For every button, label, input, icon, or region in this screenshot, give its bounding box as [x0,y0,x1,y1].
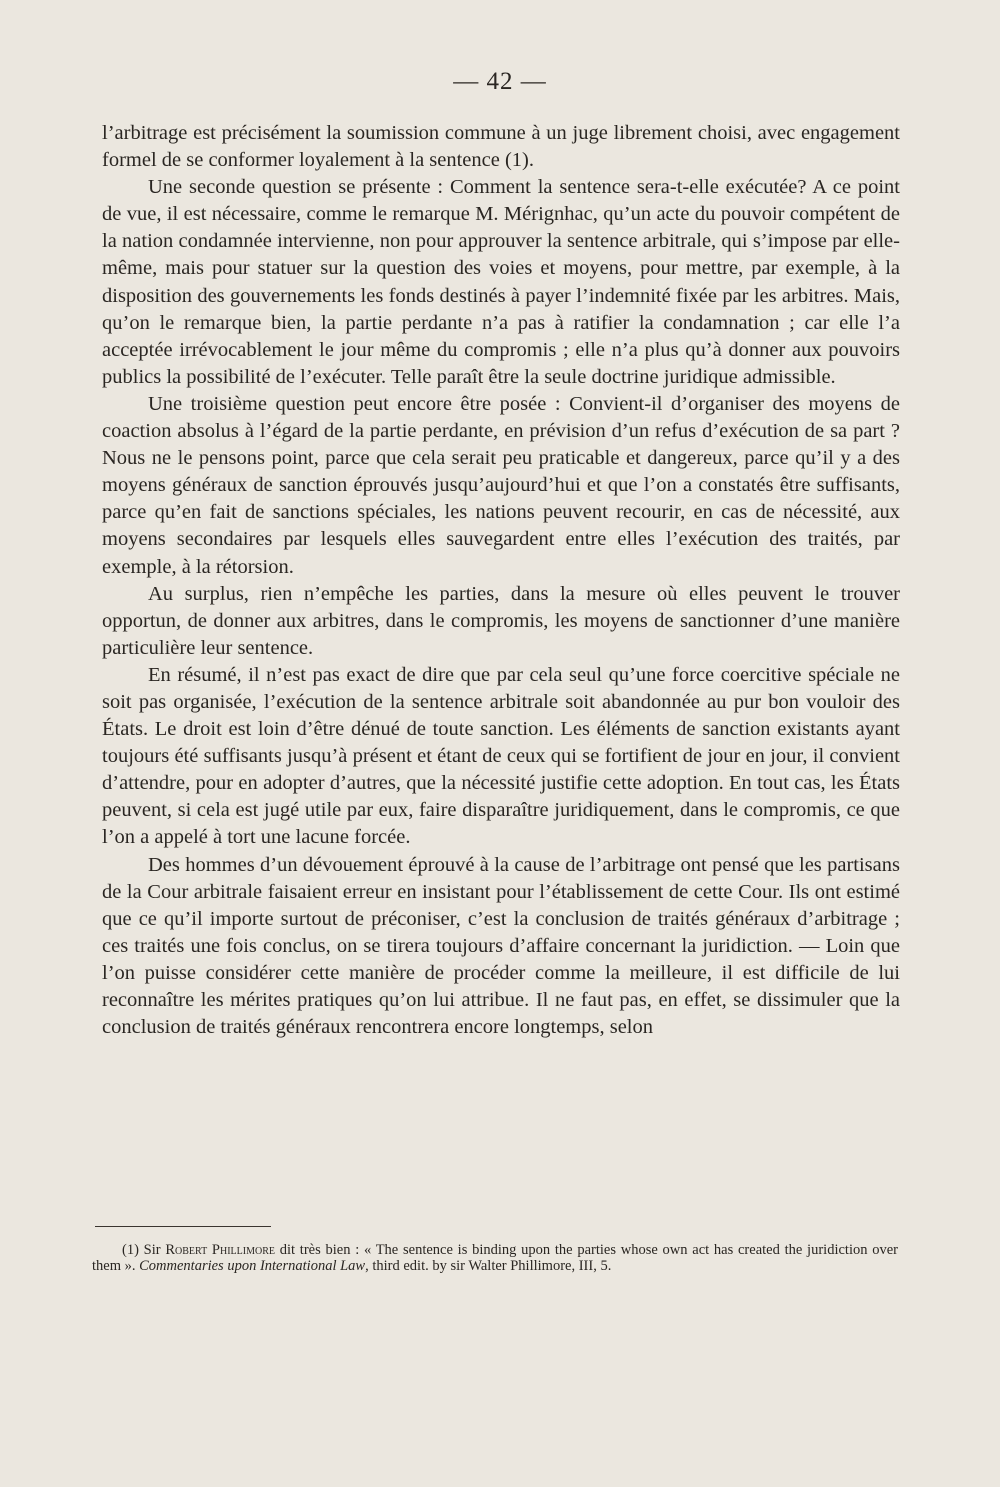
footnote-text [92,1242,898,1274]
footnote-marker: (1) Sir [122,1242,166,1258]
footnote-book-title: Commentaries upon International Law [139,1258,366,1274]
footnote [92,1242,898,1274]
footnote-divider [95,1226,271,1227]
footnote-author: Robert Phillimore [165,1242,275,1258]
footnote-text-before-title: dit très bien : « The sentence is binding upon the parties whose own act has created the juridiction over them ». [92,1242,898,1274]
footnote-text-after-title: , third edit. by sir Walter Phillimore, III, 5. [365,1258,612,1274]
paragraph-5: En résumé, il n’est pas exact de dire que par cela seul qu’une force coercitive spéciale ne soit pas organisée, l’exécution de la sentence arbitrale soit abandonnée au pur bon vouloir des États. Le droit est loin d’être dénué de toute sanction. Les éléments de sanction existants ayant toujours été suffisants jusqu’à présent et étant de ceux qui se fortifient de jour en jour, il convient d’attendre, pour en adopter d’autres, que la nécessité justifie cette adoption. En tout cas, les États peuvent, si cela est jugé utile par eux, faire disparaître juridiquement, dans le compromis, ce que l’on a appelé à tort une lacune forcée. [102,663,900,849]
paragraph-3: Une troisième question peut encore être posée : Convient-il d’organiser des moyens de coaction absolus à l’égard de la partie perdante, en prévision d’un refus d’exécution de sa part ? Nous ne le pensons point, parce que cela serait peu praticable et dangereux, parce qu’il y a des moyens généraux de sanction éprouvés jusqu’aujourd’hui et que l’on a constatés être suffisants, parce qu’en fait de sanctions spéciales, les nations peuvent recourir, en cas de nécessité, aux moyens secondaires par lesquels elles sauvegardent entre elles l’exécution des traités, par exemple, à la rétorsion. [102,392,900,578]
paragraph-6: Des hommes d’un dévouement éprouvé à la cause de l’arbitrage ont pensé que les partisans de la Cour arbitrale faisaient erreur en insistant pour l’établissement de cette Cour. Ils ont estimé que ce qu’il importe surtout de préconiser, c’est la conclusion de traités généraux d’arbitrage ; ces traités une fois conclus, on se tirera toujours d’affaire concernant la juridiction. — Loin que l’on puisse considérer cette manière de procéder comme la meilleure, il est difficile de lui reconnaître les mérites pratiques qu’on lui attribue. Il ne faut pas, en effet, se dissimuler que la conclusion de traités généraux rencontrera encore longtemps, selon [102,853,900,1039]
paragraph-2: Une seconde question se présente : Comment la sentence sera-t-elle exécutée? A ce point de vue, il est nécessaire, comme le remarque M. Mérignhac, qu’un acte du pouvoir compétent de la nation condamnée intervienne, non pour approuver la sentence arbitrale, qui s’impose par elle-même, mais pour statuer sur la question des voies et moyens, pour mettre, par exemple, à la disposition des gouvernements les fonds destinés à payer l’indemnité fixée par les arbitres. Mais, qu’on le remarque bien, la partie perdante n’a pas à ratifier la condamnation ; car elle l’a acceptée irrévocablement le jour même du compromis ; elle n’a plus qu’à donner aux pouvoirs publics la possibilité de l’exécuter. Telle paraît être la seule doctrine juridique admissible. [102,176,900,388]
body-text [102,120,900,1041]
paragraph-4: Au surplus, rien n’empêche les parties, dans la mesure où elles peuvent le trouver opportun, de donner aux arbitres, dans le compromis, les moyens de sanctionner d’une manière particulière leur sentence. [102,582,900,659]
page-number: — 42 — [453,68,547,95]
paragraph-1: l’arbitrage est précisément la soumission commune à un juge librement choisi, avec engagement formel de se conformer loyalement à la sentence (1). [102,122,900,172]
